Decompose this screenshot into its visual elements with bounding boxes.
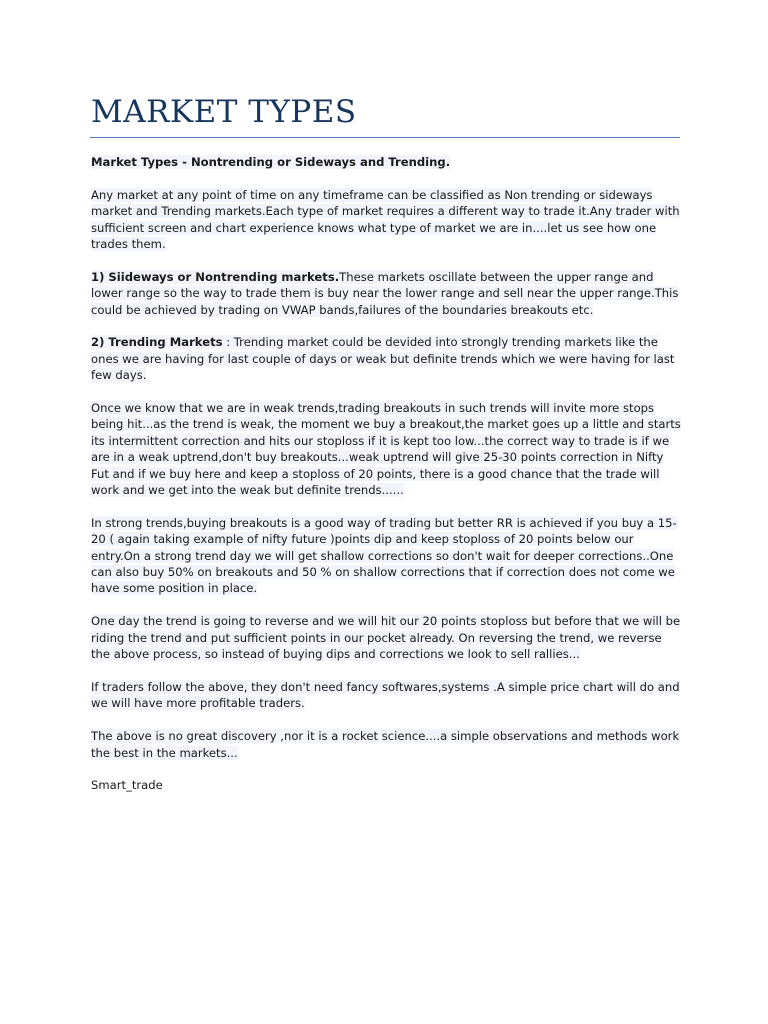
section2-paragraph	[91, 334, 683, 383]
document-body	[91, 154, 683, 810]
follow-paragraph	[91, 679, 683, 712]
discovery-text: The above is no great discovery ,nor it is a rocket science....a simple observations and methods work the best in the markets...	[91, 729, 680, 760]
subtitle-paragraph	[91, 154, 683, 170]
strong-trend-text: In strong trends,buying breakouts is a good way of trading but better RR is achieved if you buy a 15-20 ( again taking example of nifty future )points dip and keep stoploss of 20 points below our entry.On a strong trend day we will get shallow corrections so don't wait for deeper corrections..One can also buy 50% on breakouts and 50 % on shallow corrections that if correction does not come we have some position in place.	[91, 515, 677, 596]
section2-text: : Trending market could be devided into strongly trending markets like the ones we are having for last couple of days or weak but definite trends which we were having for last few days.	[91, 335, 675, 383]
section2-heading: 2) Trending Markets	[91, 335, 223, 350]
title-underline	[90, 137, 680, 138]
section1-text: These markets oscillate between the upper range and lower range so the way to trade them is buy near the lower range and sell near the upper range.This could be achieved by trading on VWAP bands,failures of the boundaries breakouts etc.	[91, 269, 679, 317]
section1-heading: 1) Siideways or Nontrending markets.	[91, 269, 340, 284]
weak-trend-paragraph	[91, 400, 683, 498]
discovery-paragraph	[91, 728, 683, 761]
section1-paragraph	[91, 269, 683, 318]
reverse-trend-paragraph	[91, 613, 683, 662]
signature-paragraph	[91, 777, 683, 793]
strong-trend-paragraph	[91, 515, 683, 597]
page-title: MARKET TYPES	[91, 94, 357, 130]
intro-text: Any market at any point of time on any timeframe can be classified as Non trending or sideways market and Trending markets.Each type of market requires a different way to trade it.Any trader with sufficient screen and chart experience knows what type of market we are in....let us see how one trades them.	[91, 187, 680, 252]
signature: Smart_trade	[91, 778, 163, 793]
document-subtitle: Market Types - Nontrending or Sideways and Trending.	[91, 155, 451, 169]
weak-trend-text: Once we know that we are in weak trends,trading breakouts in such trends will invite more stops being hit...as the trend is weak, the moment we buy a breakout,the market goes up a little and starts its intermittent correction and hits our stoploss if it is kept too low...the correct way to trade is if we are in a weak uptrend,don't buy breakouts...weak uptrend will give 25-30 points correction in Nifty Fut and if we buy here and keep a stoploss of 20 points, there is a good chance that the trade will work and we get into the weak but definite trends......	[91, 401, 681, 498]
follow-text: If traders follow the above, they don't need fancy softwares,systems .A simple price chart will do and we will have more profitable traders.	[91, 679, 680, 711]
intro-paragraph	[91, 187, 683, 253]
reverse-trend-text: One day the trend is going to reverse and we will hit our 20 points stoploss but before that we will be riding the trend and put sufficient points in our pocket already. On reversing the trend, we reverse the above process, so instead of buying dips and corrections we look to sell rallies...	[91, 614, 681, 662]
